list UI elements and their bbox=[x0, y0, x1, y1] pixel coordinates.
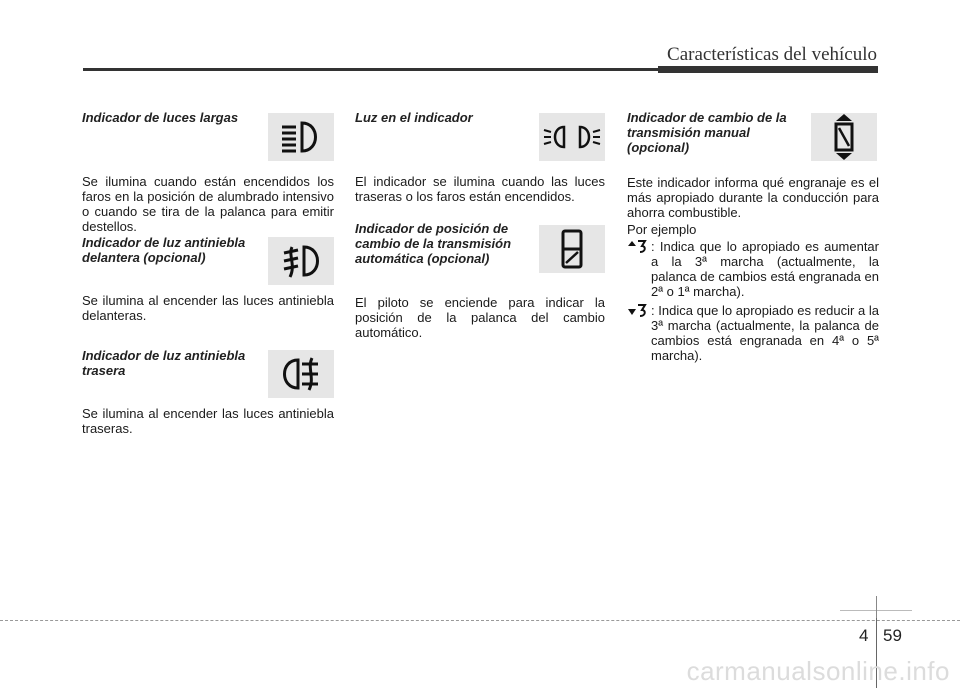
section-front-fog bbox=[82, 235, 334, 348]
example-text: : Indica que lo apropiado es aumentar a la 3ª marcha (actualmente, la palanca de cambios está engranada en 2ª o 1ª marcha). bbox=[651, 239, 879, 299]
column-1 bbox=[82, 110, 334, 448]
page-number: 59 bbox=[883, 626, 902, 645]
watermark: carmanualsonline.info bbox=[686, 656, 950, 686]
footer-rule bbox=[0, 620, 960, 621]
example-shift-up bbox=[627, 239, 879, 299]
manual-shift-indicator-icon bbox=[811, 113, 877, 161]
chapter-number: 4 bbox=[859, 626, 869, 645]
section-title: Indicador de posición de cambio de la transmisión automática (opcional) bbox=[355, 221, 512, 266]
example-label: Por ejemplo bbox=[627, 222, 697, 237]
front-fog-light-icon bbox=[268, 237, 334, 285]
example-text: : Indica que lo apropiado es reducir a la 3ª marcha (actualmente, la palanca de cambios está engranada en 4ª o 5ª marcha). bbox=[651, 303, 879, 363]
column-2 bbox=[355, 110, 607, 351]
column-3 bbox=[627, 110, 879, 363]
position-lights-icon bbox=[539, 113, 605, 161]
example-shift-down bbox=[627, 303, 879, 363]
section-body: Se ilumina al encender las luces antiniebla delanteras. bbox=[82, 293, 334, 323]
rear-fog-light-icon bbox=[268, 350, 334, 398]
section-body: El indicador se ilumina cuando las luces traseras o los faros están encendidos. bbox=[355, 174, 605, 204]
section-high-beam bbox=[82, 110, 334, 235]
section-body: Este indicador informa qué engranaje es el más apropiado durante la conducción para ahorra combustible. bbox=[627, 175, 879, 220]
section-body: El piloto se enciende para indicar la posición de la palanca del cambio automático. bbox=[355, 295, 605, 340]
section-title: Indicador de cambio de la transmisión manual (opcional) bbox=[627, 110, 787, 155]
page-header-title: Características del vehículo bbox=[667, 44, 877, 65]
section-title: Indicador de luz antiniebla trasera bbox=[82, 348, 246, 378]
section-title: Indicador de luces largas bbox=[82, 110, 239, 125]
section-title: Luz en el indicador bbox=[355, 110, 473, 125]
automatic-gear-indicator-icon bbox=[539, 225, 605, 273]
section-automatic-gear bbox=[355, 221, 607, 351]
section-body: Se ilumina cuando están encendidos los faros en la posición de alumbrado intensivo o cuando se tira de la palanca para emitir destellos. bbox=[82, 174, 334, 234]
high-beam-icon bbox=[268, 113, 334, 161]
section-title: Indicador de luz antiniebla delantera (opcional) bbox=[82, 235, 246, 265]
shift-up-3-icon bbox=[627, 239, 649, 257]
section-body: Se ilumina al encender las luces antiniebla traseras. bbox=[82, 406, 334, 436]
shift-down-3-icon bbox=[627, 303, 649, 321]
section-position-lights bbox=[355, 110, 607, 221]
section-rear-fog bbox=[82, 348, 334, 448]
footer-crop-mark bbox=[876, 596, 877, 618]
header-rule-accent bbox=[658, 66, 878, 73]
